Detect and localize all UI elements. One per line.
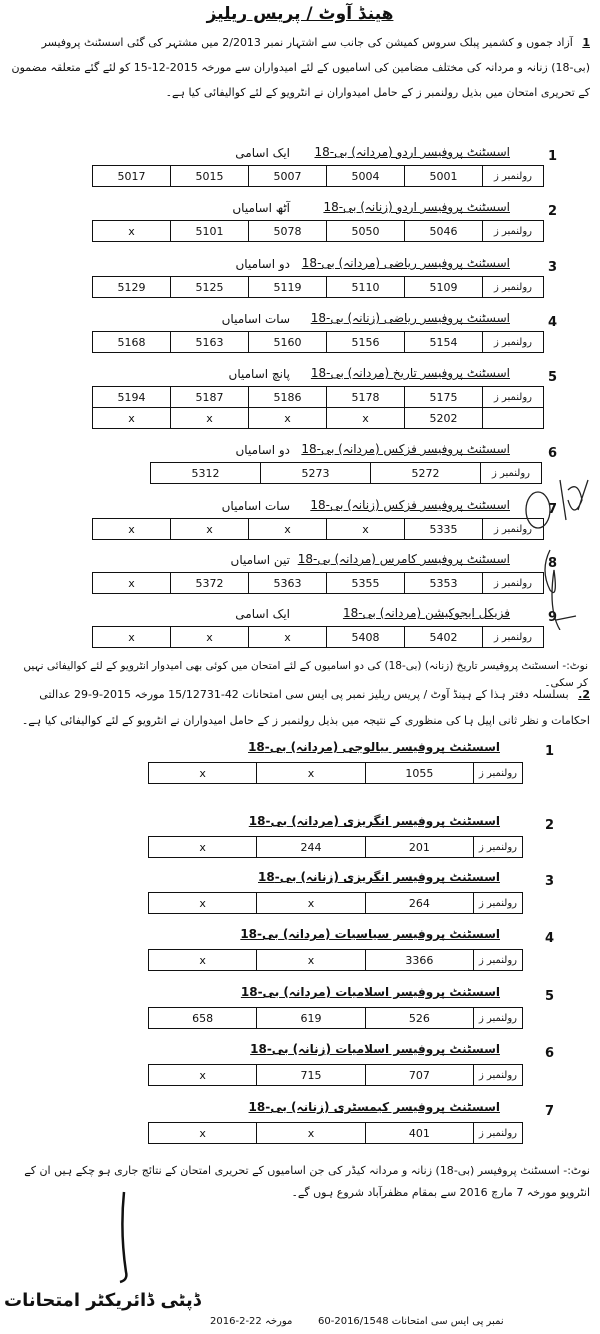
roll-number-cell: x <box>149 837 257 858</box>
table-row <box>149 1065 523 1086</box>
roll-number-cell: x <box>257 1123 365 1144</box>
section-number: 3 <box>545 874 555 889</box>
roll-number-cell: x <box>93 408 171 429</box>
section-heading: اسسٹنٹ پروفیسر سیاسیات (مردانہ) بی-18 <box>240 927 500 941</box>
intro-text: آزاد جموں و کشمیر پبلک سروس کمیشن کی جانب سے اشتہار نمبر 2/2013 میں مشتہر کی گئی اسسٹنٹ پروفیسر (بی-18) زنانہ و مردانہ کی مختلف مضامین کی اسامیوں کے لئے امیدواران سے مورخہ 2015-12-15 کو لئے گئے متعلقہ مضمون کے تحریری امتحان میں بذیل رولنمبر ز کے حامل امیدواران نے انٹرویو کے لئے کوالیفائی کیا ہے۔ <box>11 36 590 99</box>
table-row <box>149 763 523 784</box>
section-number: 6 <box>545 1046 555 1061</box>
roll-label: رولنمبر ز <box>474 837 523 858</box>
roll-number-cell: x <box>93 519 171 540</box>
roll-number-cell: 5408 <box>327 627 405 648</box>
roll-label: رولنمبر ز <box>474 763 523 784</box>
table-row <box>93 332 544 353</box>
note-1: نوٹ:- اسسٹنٹ پروفیسر تاریخ (زنانہ) (بی-18) کی دو اسامیوں کے لئے امتحان میں کوئی بھی امیدوار انٹرویو کے لئے کوالیفائی نہیں کر سکی۔ <box>23 660 588 689</box>
roll-number-cell: 5163 <box>171 332 249 353</box>
table-row <box>93 573 544 594</box>
table-row <box>93 408 544 429</box>
roll-number-cell: 5004 <box>327 166 405 187</box>
roll-number-table <box>92 165 544 187</box>
roll-number-cell: 5125 <box>171 277 249 298</box>
roll-label: رولنمبر ز <box>474 1065 523 1086</box>
handwritten-signature-margin <box>520 470 600 630</box>
table-row <box>149 1008 523 1029</box>
roll-number-cell: 5273 <box>261 463 371 484</box>
roll-number-table <box>148 1007 523 1029</box>
roll-label: رولنمبر ز <box>474 893 523 914</box>
table-row <box>151 463 542 484</box>
section-number: 7 <box>545 1104 555 1119</box>
roll-number-cell: 5363 <box>249 573 327 594</box>
section-heading: اسسٹنٹ پروفیسر اردو (مردانہ) بی-18 <box>314 145 510 159</box>
table-row <box>93 277 544 298</box>
roll-number-cell: x <box>171 627 249 648</box>
roll-number-table <box>150 462 542 484</box>
roll-number-cell: x <box>171 408 249 429</box>
vacancy-count: ایک اسامی <box>235 607 290 621</box>
roll-number-table <box>148 949 523 971</box>
table-row <box>149 950 523 971</box>
roll-number-cell: 264 <box>365 893 473 914</box>
roll-number-cell: 5402 <box>405 627 483 648</box>
section-heading: اسسٹنٹ پروفیسر ریاضی (مردانہ) بی-18 <box>301 256 510 270</box>
roll-number-cell: 5078 <box>249 221 327 242</box>
roll-number-table <box>92 626 544 648</box>
roll-number-cell: 5046 <box>405 221 483 242</box>
roll-number-cell: 5101 <box>171 221 249 242</box>
section-number: 4 <box>548 315 558 330</box>
roll-number-table <box>92 518 544 540</box>
handwritten-signature-stroke <box>110 1190 140 1285</box>
roll-number-table <box>148 892 523 914</box>
roll-number-cell: x <box>149 763 257 784</box>
section-heading: اسسٹنٹ پروفیسر اسلامیات (مردانہ) بی-18 <box>240 985 500 999</box>
roll-number-cell: 5110 <box>327 277 405 298</box>
roll-number-cell: x <box>171 519 249 540</box>
roll-number-table <box>92 386 544 429</box>
roll-number-table <box>148 1122 523 1144</box>
section-heading: اسسٹنٹ پروفیسر فزکس (زنانہ) بی-18 <box>310 498 510 512</box>
roll-number-cell: x <box>249 408 327 429</box>
section-number: 8 <box>548 556 558 571</box>
table-row <box>93 387 544 408</box>
roll-label: رولنمبر ز <box>483 277 544 298</box>
vacancy-count: تین اسامیاں <box>230 553 290 567</box>
roll-number-cell: 619 <box>257 1008 365 1029</box>
roll-number-cell: 5160 <box>249 332 327 353</box>
page-title: هینڈ آوٹ / پریس ریلیز <box>206 4 394 24</box>
footer-date: مورخہ 22-2-2016 <box>210 1316 293 1327</box>
roll-label: رولنمبر ز <box>483 387 544 408</box>
roll-number-cell: 5312 <box>151 463 261 484</box>
section-number: 1 <box>548 149 558 164</box>
roll-number-cell: x <box>257 763 365 784</box>
section-heading: اسسٹنٹ پروفیسر اسلامیات (زنانہ) بی-18 <box>250 1042 500 1056</box>
paragraph-2-text: بسلسلہ دفتر ہذا کے ہینڈ آوٹ / پریس ریلیز نمبر پی ایس سی امتحانات 42-15/12731 مورخہ 2015-9-29 عدالتی احکامات و نظر ثانی اپیل ہا کی منظوری کے نتیجہ میں بذیل رولنمبر ز کے حامل امیدواران نے انٹرویو کے لئے کوالیفائی کیا ہے۔ <box>21 688 590 727</box>
roll-number-cell: 526 <box>365 1008 473 1029</box>
section-heading: فزیکل ایجوکیشن (مردانہ) بی-18 <box>342 606 510 620</box>
roll-number-cell: 5154 <box>405 332 483 353</box>
section-heading: اسسٹنٹ پروفیسر فزکس (مردانہ) بی-18 <box>301 442 510 456</box>
roll-number-cell: 715 <box>257 1065 365 1086</box>
section-number: 4 <box>545 931 555 946</box>
roll-number-cell: 658 <box>149 1008 257 1029</box>
roll-label <box>483 408 544 429</box>
roll-label: رولنمبر ز <box>483 627 544 648</box>
section-heading: اسسٹنٹ پروفیسر کامرس (مردانہ) بی-18 <box>297 552 510 566</box>
section-number: 1 <box>545 744 555 759</box>
roll-number-cell: x <box>149 1065 257 1086</box>
roll-number-cell: 3366 <box>365 950 473 971</box>
footer-reference: نمبر پی ایس سی امتحانات 2016/1548-60 <box>318 1316 504 1327</box>
intro-paragraph <box>10 30 590 105</box>
vacancy-count: پانچ اسامیاں <box>228 367 290 381</box>
table-row <box>149 893 523 914</box>
roll-label: رولنمبر ز <box>474 1008 523 1029</box>
vacancy-count: ایک اسامی <box>235 146 290 160</box>
roll-number-cell: 5272 <box>371 463 481 484</box>
section-heading: اسسٹنٹ پروفیسر تاریخ (مردانہ) بی-18 <box>310 366 510 380</box>
paragraph-2-number: 2. <box>578 688 590 701</box>
table-row <box>93 519 544 540</box>
section-number: 3 <box>548 260 558 275</box>
section-number: 5 <box>545 989 555 1004</box>
roll-number-cell: 5050 <box>327 221 405 242</box>
roll-number-cell: 5202 <box>405 408 483 429</box>
section-number: 7 <box>548 502 558 517</box>
roll-number-cell: 201 <box>365 837 473 858</box>
roll-number-cell: 244 <box>257 837 365 858</box>
roll-number-cell: 5178 <box>327 387 405 408</box>
table-row <box>149 1123 523 1144</box>
paragraph-2 <box>10 682 590 734</box>
roll-number-cell: x <box>257 893 365 914</box>
intro-number: 1 <box>582 36 590 49</box>
roll-number-table <box>92 572 544 594</box>
roll-number-cell: x <box>249 627 327 648</box>
section-heading: اسسٹنٹ پروفیسر بیالوجی (مردانہ) بی-18 <box>248 740 500 754</box>
roll-number-cell: 5186 <box>249 387 327 408</box>
roll-number-cell: 1055 <box>365 763 473 784</box>
roll-label: رولنمبر ز <box>483 573 544 594</box>
roll-number-table <box>92 331 544 353</box>
roll-number-cell: 401 <box>365 1123 473 1144</box>
section-heading: اسسٹنٹ پروفیسر انگریزی (زنانہ) بی-18 <box>258 870 500 884</box>
roll-number-cell: 5175 <box>405 387 483 408</box>
roll-number-cell: x <box>93 221 171 242</box>
roll-number-cell: x <box>327 519 405 540</box>
roll-number-cell: 5372 <box>171 573 249 594</box>
section-number: 2 <box>548 204 558 219</box>
section-number: 9 <box>548 610 558 625</box>
section-heading: اسسٹنٹ پروفیسر انگریزی (مردانہ) بی-18 <box>248 814 500 828</box>
roll-label: رولنمبر ز <box>474 1123 523 1144</box>
roll-number-table <box>148 1064 523 1086</box>
section-heading: اسسٹنٹ پروفیسر ریاضی (زنانہ) بی-18 <box>310 311 510 325</box>
roll-number-cell: 5156 <box>327 332 405 353</box>
roll-number-cell: 5353 <box>405 573 483 594</box>
roll-number-cell: 5015 <box>171 166 249 187</box>
roll-label: رولنمبر ز <box>481 463 542 484</box>
roll-label: رولنمبر ز <box>483 519 544 540</box>
section-heading: اسسٹنٹ پروفیسر اردو (زنانہ) بی-18 <box>323 200 510 214</box>
roll-number-cell: 5109 <box>405 277 483 298</box>
roll-number-cell: 5335 <box>405 519 483 540</box>
vacancy-count: دو اسامیاں <box>235 443 290 457</box>
roll-number-cell: 5355 <box>327 573 405 594</box>
roll-label: رولنمبر ز <box>474 950 523 971</box>
roll-number-cell: x <box>327 408 405 429</box>
roll-label: رولنمبر ز <box>483 221 544 242</box>
roll-number-cell: x <box>149 1123 257 1144</box>
roll-number-table <box>148 836 523 858</box>
vacancy-count: سات اسامیاں <box>221 312 290 326</box>
roll-number-cell: 5194 <box>93 387 171 408</box>
roll-number-cell: x <box>257 950 365 971</box>
table-row <box>149 837 523 858</box>
vacancy-count: سات اسامیاں <box>221 499 290 513</box>
roll-label: رولنمبر ز <box>483 166 544 187</box>
roll-number-cell: x <box>93 627 171 648</box>
table-row <box>93 221 544 242</box>
roll-number-cell: 5001 <box>405 166 483 187</box>
roll-label: رولنمبر ز <box>483 332 544 353</box>
table-row <box>93 627 544 648</box>
roll-number-table <box>148 762 523 784</box>
roll-number-cell: 5187 <box>171 387 249 408</box>
roll-number-cell: 5007 <box>249 166 327 187</box>
roll-number-cell: x <box>249 519 327 540</box>
roll-number-cell: x <box>149 893 257 914</box>
note-2: نوٹ:- اسسٹنٹ پروفیسر (بی-18) زنانہ و مردانہ کیڈر کی جن اسامیوں کے تحریری امتحان کے نتائج جاری ہو چکے ہیں ان کے انٹرویو مورخہ 7 مارچ 2016 سے بمقام مظفرآباد شروع ہوں گے۔ <box>24 1164 590 1199</box>
vacancy-count: آٹھ اسامیاں <box>232 201 290 215</box>
roll-number-cell: 5119 <box>249 277 327 298</box>
table-row <box>93 166 544 187</box>
section-heading: اسسٹنٹ پروفیسر کیمسٹری (زنانہ) بی-18 <box>248 1100 500 1114</box>
roll-number-table <box>92 276 544 298</box>
signature-title: ڈپٹی ڈائریکٹر امتحانات <box>4 1290 201 1311</box>
roll-number-cell: 5168 <box>93 332 171 353</box>
roll-number-cell: 707 <box>365 1065 473 1086</box>
roll-number-cell: 5129 <box>93 277 171 298</box>
roll-number-cell: x <box>93 573 171 594</box>
roll-number-cell: x <box>149 950 257 971</box>
roll-number-table <box>92 220 544 242</box>
section-number: 6 <box>548 446 558 461</box>
section-number: 5 <box>548 370 558 385</box>
vacancy-count: دو اسامیاں <box>235 257 290 271</box>
roll-number-cell: 5017 <box>93 166 171 187</box>
section-number: 2 <box>545 818 555 833</box>
